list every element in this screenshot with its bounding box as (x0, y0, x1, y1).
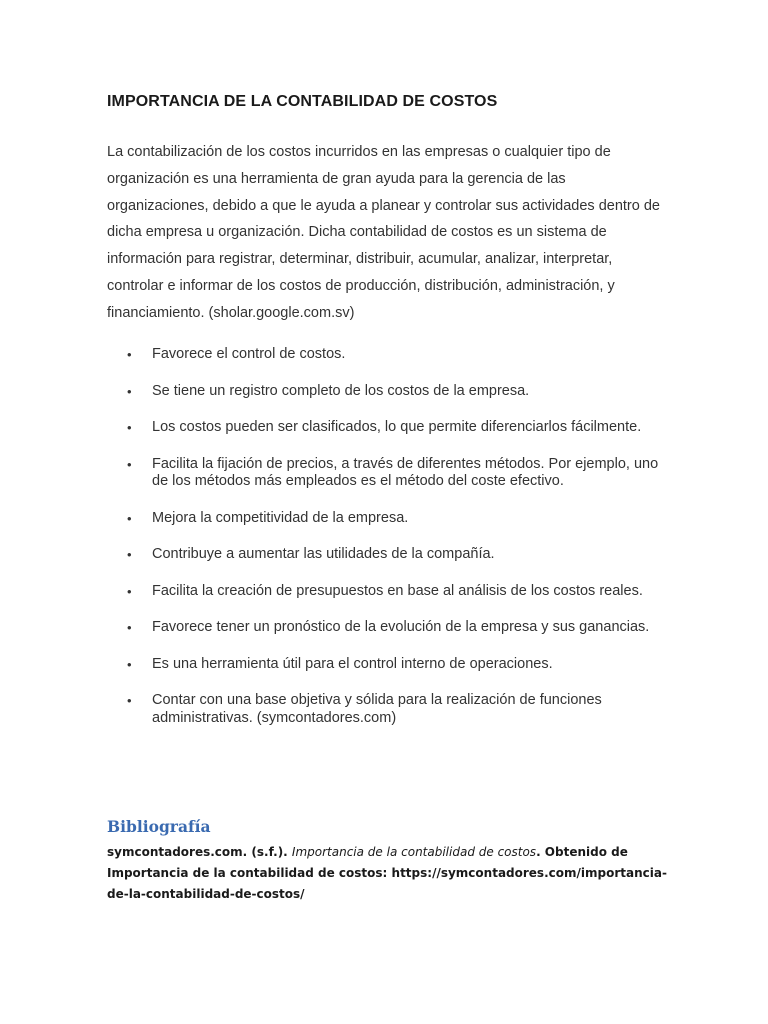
list-item (107, 656, 677, 674)
intro-paragraph: La contabilización de los costos incurridos en las empresas o cualquier tipo de organización es una herramienta de gran ayuda para la gerencia de las organizaciones, debido a que le ayuda a planear y controlar sus actividades dentro de dicha empresa u organización. Dicha contabilidad de costos es un sistema de información para registrar, determinar, distribuir, acumular, analizar, interpretar, controlar e informar de los costos de producción, distribución, administración, y financiamiento. (sholar.google.com.sv) (107, 144, 660, 321)
bullet-icon: • (127, 547, 132, 562)
list-item-text: Facilita la creación de presupuestos en base al análisis de los costos reales. (152, 582, 643, 599)
bullet-icon: • (127, 383, 132, 399)
list-item-text: Los costos pueden ser clasificados, lo que permite diferenciarlos fácilmente. (152, 419, 642, 435)
list-item (107, 619, 677, 637)
list-item (107, 419, 677, 437)
list-item-text: Mejora la competitividad de la empresa. (152, 509, 409, 526)
list-item-text: Se tiene un registro completo de los costos de la empresa. (152, 382, 530, 399)
bullet-icon: • (127, 620, 132, 635)
bibliography-source: . Obtenido de Importancia de la contabilidad de costos: https://symcontadores.com/importancia-de-la-contabilidad-de-costos/ (107, 845, 667, 901)
list-item-text: Es una herramienta útil para el control interno de operaciones. (152, 655, 553, 672)
list-item-text: Facilita la fijación de precios, a través de diferentes métodos. Por ejemplo, uno de los métodos más empleados es el método del coste efectivo. (152, 455, 659, 489)
bullet-icon: • (127, 693, 132, 708)
list-item (107, 456, 677, 491)
bibliography-heading: Bibliografía (107, 817, 211, 836)
bullet-icon: • (127, 583, 132, 599)
bullet-icon: • (127, 456, 132, 472)
list-item (107, 510, 677, 528)
bullet-icon: • (127, 510, 132, 526)
bibliography-title: Importancia de la contabilidad de costos (291, 845, 537, 859)
list-item-text: Contar con una base objetiva y sólida para la realización de funciones administrativas. (symcontadores.com) (152, 692, 602, 726)
list-item (107, 692, 677, 727)
list-item-text: Favorece el control de costos. (152, 346, 346, 362)
bullet-icon: • (127, 420, 132, 435)
page-title: IMPORTANCIA DE LA CONTABILIDAD DE COSTOS (107, 93, 498, 110)
list-item-text: Favorece tener un pronóstico de la evolución de la empresa y sus ganancias. (152, 619, 650, 635)
list-item (107, 383, 677, 401)
bibliography-entry (107, 842, 667, 905)
list-item (107, 346, 677, 364)
bullet-icon: • (127, 656, 132, 672)
benefits-list (107, 346, 677, 727)
list-item (107, 546, 677, 564)
bibliography-author: symcontadores.com. (s.f.). (107, 845, 292, 859)
list-item (107, 583, 677, 601)
bullet-icon: • (127, 347, 132, 362)
list-item-text: Contribuye a aumentar las utilidades de la compañía. (152, 546, 495, 562)
